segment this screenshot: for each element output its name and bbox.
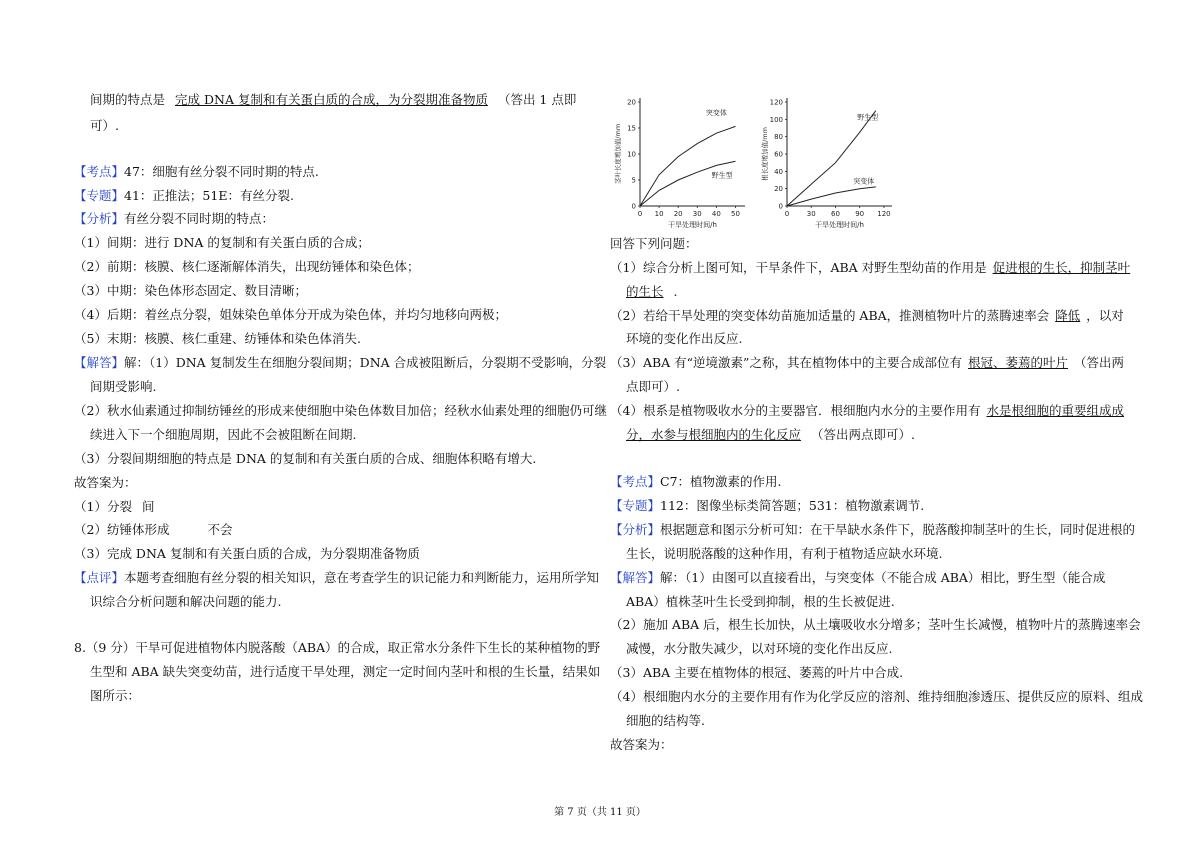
q3-text: （3）ABA 有“逆境激素”之称，其在植物体中的主要合成部位有 xyxy=(610,355,962,370)
jieda-right-4: （4）根细胞内水分的主要作用有作为化学反应的溶剂、维持细胞渗透压、提供反应的原料、组成 xyxy=(610,689,1143,704)
jieda-line-2: （2）秋水仙素通过抑制纺锤丝的形成来使细胞中染色体数目加倍；经秋水仙素处理的细胞仍可继 xyxy=(74,403,607,418)
zhuanti-line-right xyxy=(610,498,924,514)
x-tick-label: 30 xyxy=(806,210,816,218)
question-4-line xyxy=(610,403,1124,419)
q2-text-b: ，以对 xyxy=(1086,308,1124,323)
q4-answer-cont: 分，水参与根细胞内的生化反应 xyxy=(626,427,802,442)
y-tick-label: 10 xyxy=(627,150,636,159)
q2-answer: 降低 xyxy=(1055,308,1081,323)
text: 间期的特点是 xyxy=(90,92,166,107)
answer-2b: 不会 xyxy=(207,522,233,537)
gudaan-right: 故答案为： xyxy=(610,737,673,752)
fenxi-text: 有丝分裂不同时期的特点： xyxy=(124,211,275,226)
stem-leaf-growth-chart xyxy=(610,92,760,234)
series-line-野生型 xyxy=(787,111,879,206)
text: （答出 1 点即 xyxy=(497,92,577,107)
series-line-野生型 xyxy=(640,161,736,206)
kaodian-tag: 【考点】 xyxy=(74,164,125,179)
jieda-text: 解：（1）由图可以直接看出，与突变体（不能合成 ABA）相比，野生型（能合成 xyxy=(660,570,1106,585)
jieda-line-1b: 间期受影响. xyxy=(90,379,157,394)
jieda-right-3: （3）ABA 主要在植物体的根冠、萎蔫的叶片中合成. xyxy=(610,665,904,680)
left-line-2: 可）. xyxy=(90,118,119,133)
x-tick-label: 40 xyxy=(711,210,721,218)
x-tick-label: 0 xyxy=(784,210,790,218)
y-tick-label: 0 xyxy=(631,202,636,211)
question-8-line-1: 8.（9 分）干旱可促进植物体内脱落酸（ABA）的合成，取正常水分条件下生长的某种植物的野 xyxy=(74,640,601,655)
q1-answer-cont: 的生长 xyxy=(626,284,664,299)
kaodian-tag: 【考点】 xyxy=(610,474,661,489)
jieda-text: 解：（1）DNA 复制发生在细胞分裂间期；DNA 合成被阻断后，分裂期不受影响，分裂 xyxy=(124,355,607,370)
x-tick-label: 30 xyxy=(692,210,702,218)
q4-text-b: （答出两点即可）. xyxy=(811,427,915,442)
q4-text: （4）根系是植物吸收水分的主要器官．根细胞内水分的主要作用有 xyxy=(610,403,981,418)
y-tick-label: 100 xyxy=(769,115,783,124)
x-tick-label: 10 xyxy=(654,210,664,218)
x-tick-label: 20 xyxy=(673,210,683,218)
dianping-text: 本题考查细胞有丝分裂的相关知识，意在考查学生的识记能力和判断能力，运用所学知 xyxy=(124,570,600,585)
fenxi-line-right-2: 生长，说明脱落酸的这种作用，有利于植物适应缺水环境. xyxy=(626,546,943,561)
jieda-tag: 【解答】 xyxy=(74,355,125,370)
y-tick-label: 60 xyxy=(774,150,783,159)
q3-answer: 根冠、萎蔫的叶片 xyxy=(967,355,1068,370)
answer-3: （3）完成 DNA 复制和有关蛋白质的合成，为分裂期准备物质 xyxy=(74,546,420,561)
answer-1a: （1）分裂 xyxy=(74,499,132,514)
y-tick-label: 15 xyxy=(627,124,636,133)
jieda-right-4b: 细胞的结构等. xyxy=(626,713,705,728)
fenxi-tag: 【分析】 xyxy=(74,211,125,226)
zhuanti-tag: 【专题】 xyxy=(74,188,125,203)
series-label: 野生型 xyxy=(711,171,733,180)
jieda-right-2: （2）施加 ABA 后，根生长加快，从土壤吸收水分增多；茎叶生长减慢，植物叶片的蒸腾速率会 xyxy=(610,617,1141,632)
jieda-line-right xyxy=(610,570,1105,586)
question-1-line-2 xyxy=(626,284,678,300)
right-intro: 回答下列问题： xyxy=(610,236,698,251)
y-tick-label: 20 xyxy=(774,185,783,194)
q1-period: . xyxy=(673,284,678,299)
y-tick-label: 40 xyxy=(774,167,783,176)
y-tick-label: 120 xyxy=(769,98,783,107)
fenxi-item-5: （5）末期：核膜、核仁重建、纺锤体和染色体消失. xyxy=(74,331,361,346)
left-line-1 xyxy=(90,92,576,108)
q3-text-b: （答出两 xyxy=(1073,355,1124,370)
series-line-突变体 xyxy=(787,187,876,206)
series-label: 突变体 xyxy=(705,109,727,117)
y-axis-title: 根长度增加值/mm xyxy=(761,127,769,181)
fenxi-item-2: （2）前期：核膜、核仁逐渐解体消失，出现纺锤体和染色体； xyxy=(74,259,420,274)
fenxi-item-1: （1）间期：进行 DNA 的复制和有关蛋白质的合成； xyxy=(74,235,370,250)
answer-2a: （2）纺锤体形成 xyxy=(74,522,170,537)
kaodian-line xyxy=(74,164,319,180)
question-2-line xyxy=(610,308,1124,324)
question-1-line xyxy=(610,260,1130,276)
jieda-right-2b: 减慢，水分散失减少，以对环境的变化作出反应. xyxy=(626,641,893,656)
x-tick-label: 60 xyxy=(831,210,840,218)
question-4-line-2 xyxy=(626,427,915,443)
jieda-line xyxy=(74,355,606,371)
x-tick-label: 120 xyxy=(877,210,891,218)
y-tick-label: 5 xyxy=(631,176,636,185)
fenxi-line xyxy=(74,211,274,227)
question-2-line-2: 环境的变化作出反应. xyxy=(626,331,743,346)
y-tick-label: 0 xyxy=(778,202,783,211)
answer-blank: 完成 DNA 复制和有关蛋白质的合成，为分裂期准备物质 xyxy=(175,92,488,107)
answer-2 xyxy=(74,522,232,538)
question-3-line xyxy=(610,355,1124,371)
kaodian-text: 47：细胞有丝分裂不同时期的特点. xyxy=(124,164,319,179)
dianping-tag: 【点评】 xyxy=(74,570,125,585)
fenxi-item-3: （3）中期：染色体形态固定、数目清晰； xyxy=(74,283,307,298)
fenxi-tag: 【分析】 xyxy=(610,522,661,537)
jieda-tag: 【解答】 xyxy=(610,570,661,585)
x-tick-label: 90 xyxy=(855,210,865,218)
y-axis-title: 茎叶长度增加值/mm xyxy=(614,123,622,185)
kaodian-line-right xyxy=(610,474,782,490)
jieda-right-1b: ABA）植株茎叶生长受到抑制，根的生长被促进. xyxy=(626,594,895,609)
series-label: 突变体 xyxy=(853,177,875,186)
series-label: 野生型 xyxy=(857,113,879,122)
answer-1 xyxy=(74,499,154,515)
fenxi-item-4: （4）后期：着丝点分裂，姐妹染色单体分开成为染色体，并均匀地移向两极； xyxy=(74,307,507,322)
zhuanti-tag: 【专题】 xyxy=(610,498,661,513)
zhuanti-text: 41：正推法；51E：有丝分裂. xyxy=(124,188,294,203)
jieda-line-3: （3）分裂间期细胞的特点是 DNA 的复制和有关蛋白质的合成、细胞体积略有增大. xyxy=(74,451,537,466)
x-tick-label: 0 xyxy=(637,210,643,218)
kaodian-text: C7：植物激素的作用. xyxy=(660,474,782,489)
q2-text: （2）若给干旱处理的突变体幼苗施加适量的 ABA，推测植物叶片的蒸腾速率会 xyxy=(610,308,1050,323)
dianping-line-2: 识综合分析问题和解决问题的能力. xyxy=(90,594,282,609)
y-tick-label: 20 xyxy=(627,98,636,107)
zhuanti-line xyxy=(74,188,294,204)
question-3-line-2: 点即可）. xyxy=(626,379,680,394)
question-8-line-2: 生型和 ABA 缺失突变幼苗，进行适度干旱处理，测定一定时间内茎叶和根的生长量，结果如 xyxy=(90,664,601,679)
fenxi-text: 根据题意和图示分析可知：在干旱缺水条件下，脱落酸抑制茎叶的生长，同时促进根的 xyxy=(660,522,1136,537)
dianping-line xyxy=(74,570,599,586)
gudaan-left: 故答案为： xyxy=(74,475,137,490)
question-8-line-3: 图所示： xyxy=(90,688,141,703)
x-tick-label: 50 xyxy=(730,210,740,218)
answer-1b: 间 xyxy=(141,499,155,514)
q4-answer: 水是根细胞的重要组成成 xyxy=(986,403,1124,418)
q1-text: （1）综合分析上图可知，干旱条件下，ABA 对野生型幼苗的作用是 xyxy=(610,260,987,275)
y-tick-label: 80 xyxy=(774,133,783,142)
page-footer: 第 7 页（共 11 页） xyxy=(554,807,646,818)
q1-answer: 促进根的生长，抑制茎叶 xyxy=(992,260,1131,275)
fenxi-line-right xyxy=(610,522,1135,538)
x-axis-title: 干旱处理时间/h xyxy=(668,221,717,229)
jieda-line-2b: 续进入下一个细胞周期，因此不会被阻断在间期. xyxy=(90,427,357,442)
root-growth-chart xyxy=(757,92,907,234)
zhuanti-text: 112：图像坐标类简答题；531：植物激素调节. xyxy=(660,498,925,513)
x-axis-title: 干旱处理时间/h xyxy=(815,221,864,229)
